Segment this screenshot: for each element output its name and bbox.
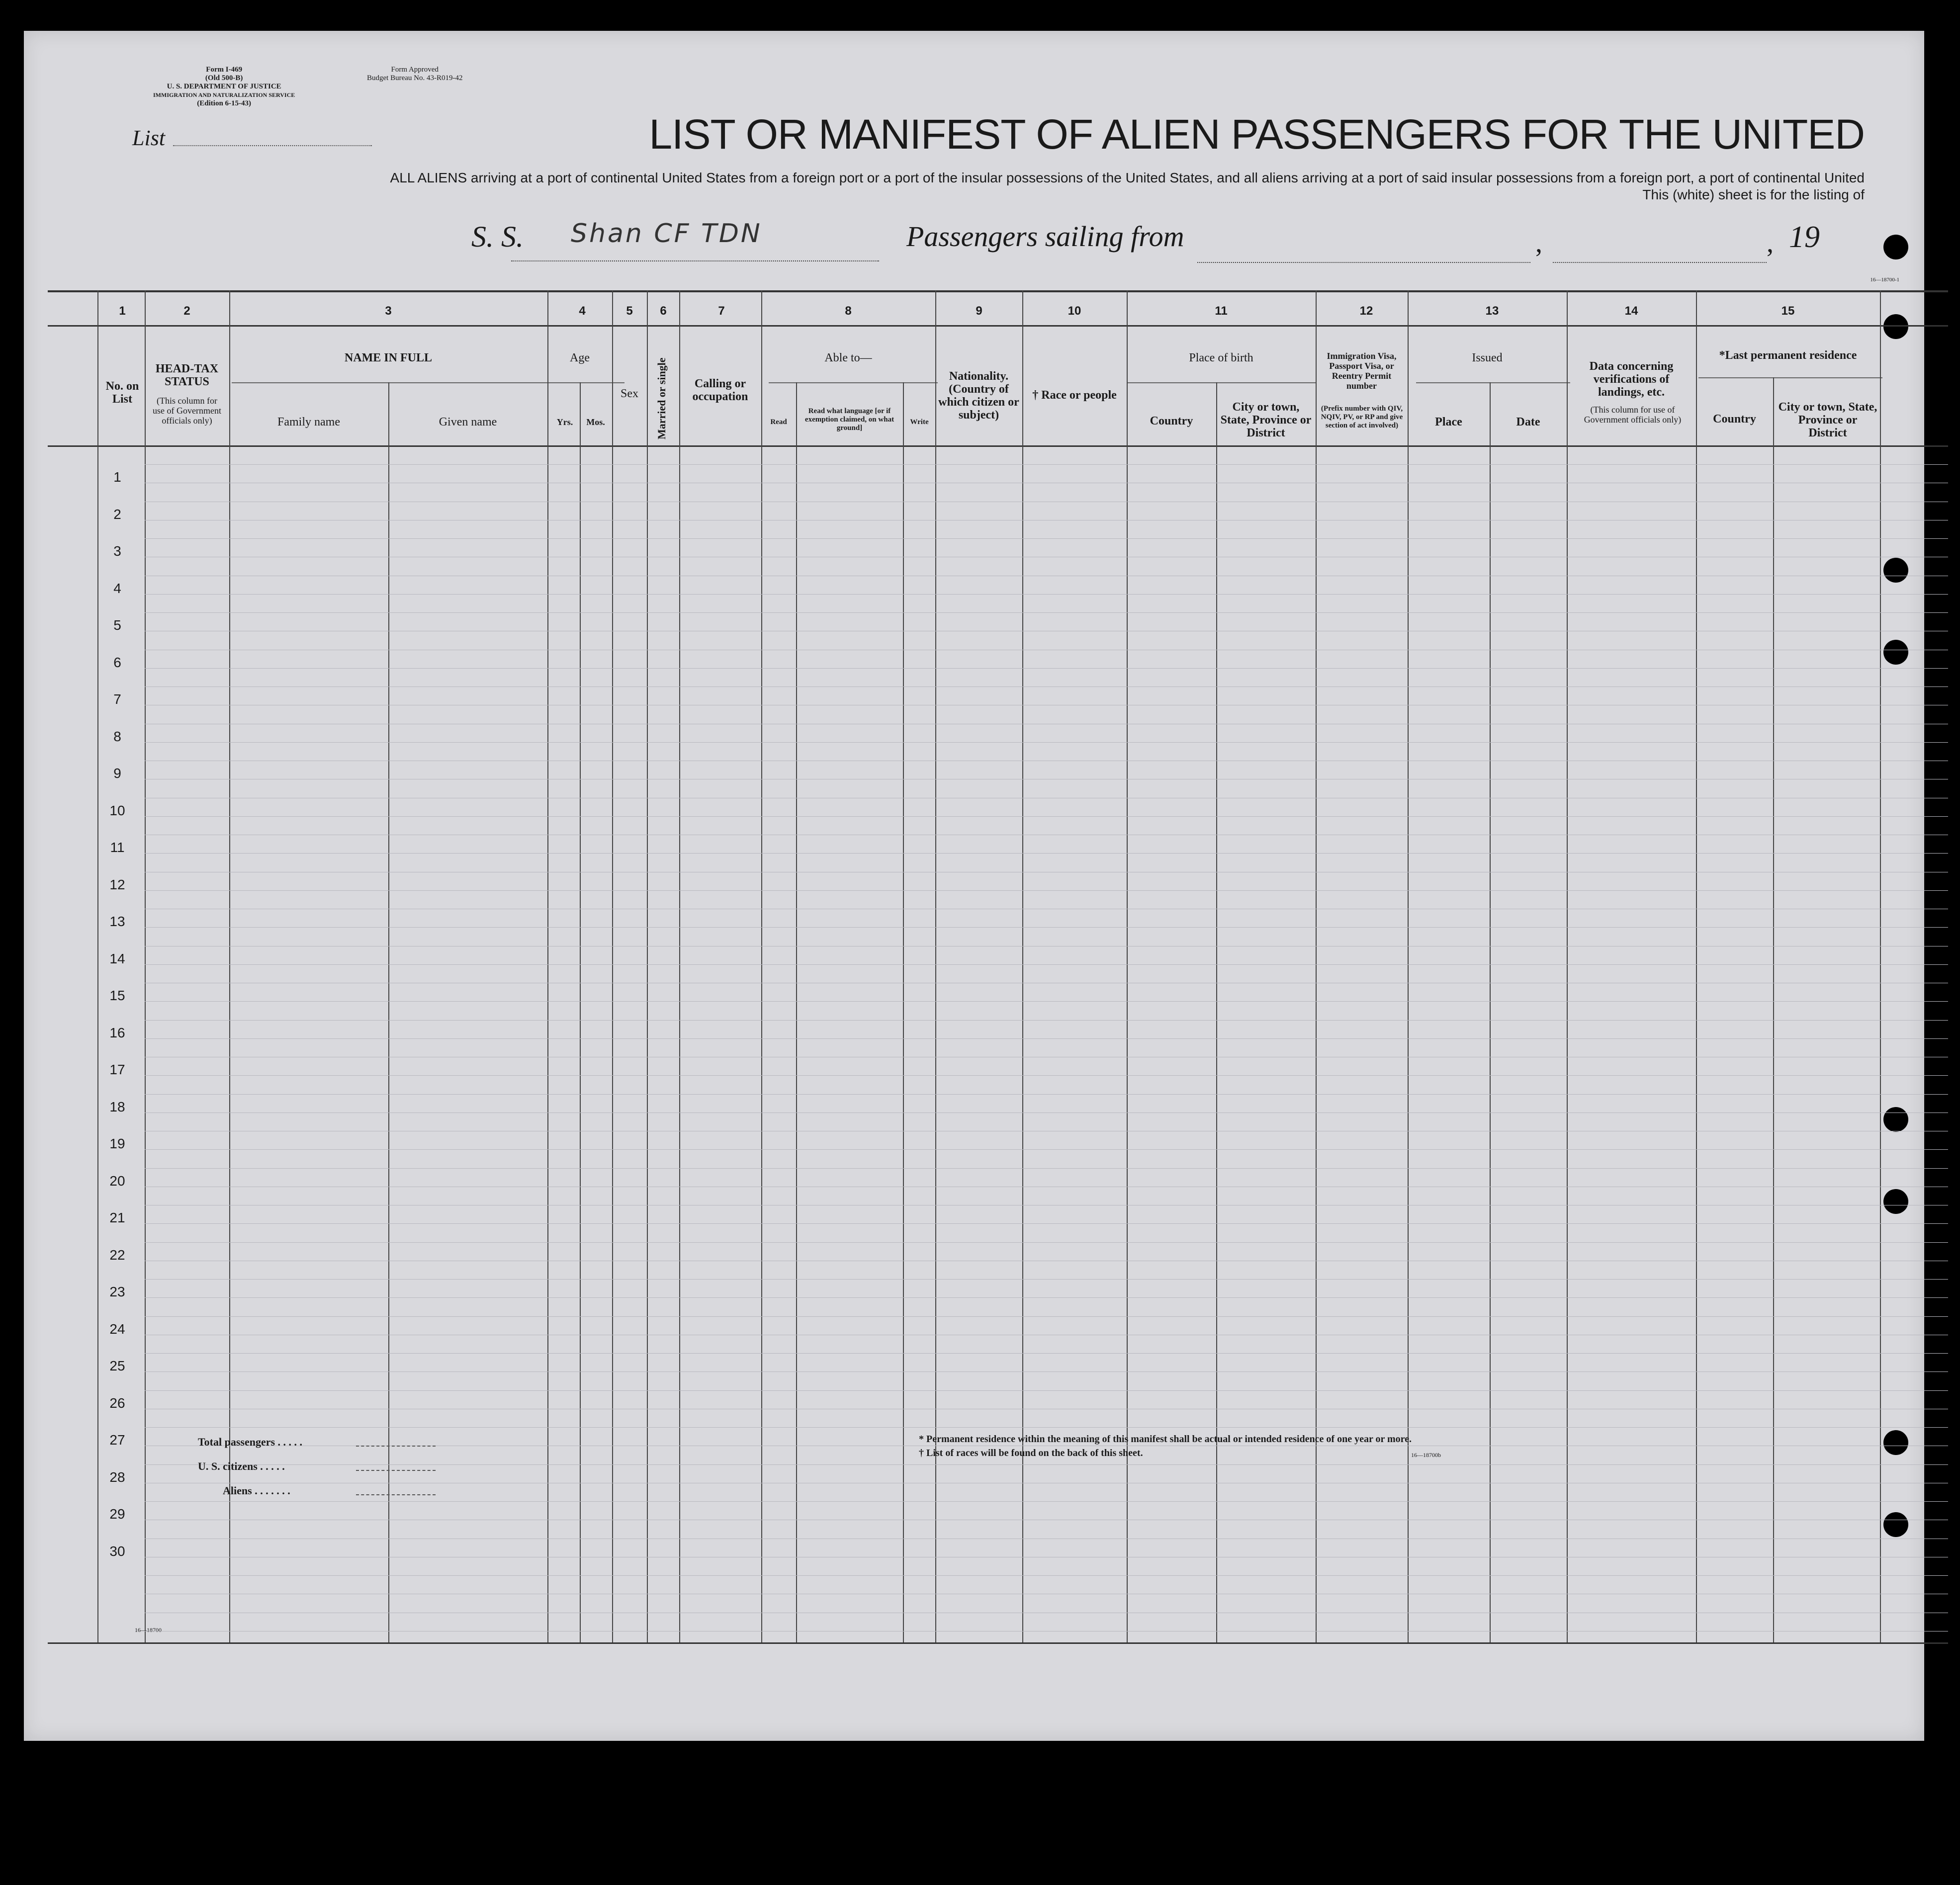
us-citizens-label: U. S. citizens . . . . .: [198, 1460, 285, 1472]
column-divider: [903, 382, 904, 1642]
aliens-field[interactable]: [356, 1494, 436, 1495]
punch-hole: [1883, 235, 1908, 259]
row-rule: [145, 1020, 1948, 1021]
header-pob-country: Country: [1150, 415, 1193, 428]
subheader-rule: [1416, 382, 1570, 383]
row-number: 6: [113, 654, 121, 670]
row-number: 13: [109, 914, 125, 929]
approval-line: Form Approved: [391, 66, 439, 74]
manifest-sheet: [24, 31, 1924, 1741]
row-number: 26: [109, 1395, 125, 1411]
page-title: LIST OR MANIFEST OF ALIEN PASSENGERS FOR THE UNITED: [649, 111, 1865, 158]
row-number: 28: [109, 1469, 125, 1485]
row-rule: [145, 1223, 1948, 1224]
row-number: 25: [109, 1358, 125, 1373]
column-number: 9: [976, 304, 982, 318]
form-old-number: (Old 500-B): [205, 74, 243, 82]
column-divider: [761, 290, 762, 1642]
column-divider: [647, 290, 648, 1642]
row-rule: [145, 1427, 1948, 1428]
header-last-residence: *Last permanent residence: [1719, 349, 1857, 362]
row-rule: [145, 538, 1948, 539]
subheader-rule: [769, 382, 938, 383]
row-number: 18: [109, 1099, 125, 1114]
us-citizens-field[interactable]: [356, 1470, 436, 1471]
form-identifier: [153, 66, 295, 108]
header-name-in-full: NAME IN FULL: [344, 351, 432, 364]
column-number-divider: [48, 325, 1948, 327]
header-pob-city: City or town, State, Province or District: [1220, 401, 1312, 439]
row-number: 21: [109, 1210, 125, 1225]
row-rule: [145, 612, 1948, 613]
header-write: Write: [910, 418, 929, 426]
column-divider: [1773, 377, 1774, 1642]
row-number: 11: [110, 840, 125, 855]
column-number: 5: [626, 304, 633, 318]
row-number: 4: [113, 580, 121, 596]
header-race: † Race or people: [1032, 389, 1117, 402]
row-rule: [145, 742, 1948, 743]
budget-bureau-number: Budget Bureau No. 43-R019-42: [367, 74, 463, 82]
form-number: Form I-469: [206, 66, 243, 74]
header-issued-date: Date: [1516, 416, 1540, 428]
row-rule: [145, 1242, 1948, 1243]
printer-code: 16—18700b: [1411, 1452, 1441, 1458]
header-visa: Immigration Visa, Passport Visa, or Reentry Permit number: [1327, 351, 1397, 391]
header-married-or-single: Married or single: [655, 357, 668, 439]
column-divider: [1490, 382, 1491, 1642]
comma: ,: [1535, 228, 1542, 258]
subheader-rule: [232, 382, 555, 383]
row-number: 2: [113, 506, 121, 522]
column-number: 11: [1215, 304, 1228, 318]
row-number: 9: [113, 766, 121, 781]
column-divider: [612, 290, 613, 1642]
subheader-rule: [1128, 382, 1317, 383]
column-divider: [1216, 382, 1217, 1642]
column-number: 14: [1624, 304, 1638, 318]
header-place-of-birth: Place of birth: [1189, 351, 1253, 364]
column-divider: [1880, 290, 1881, 1642]
list-label: List: [132, 126, 166, 150]
row-rule: [145, 964, 1948, 965]
row-number: 12: [109, 876, 125, 892]
row-rule: [145, 1390, 1948, 1391]
column-divider: [1696, 290, 1697, 1642]
row-rule: [145, 816, 1948, 817]
sailing-from-label: Passengers sailing from: [906, 220, 1184, 253]
header-mos: Mos.: [586, 417, 605, 427]
column-divider: [679, 290, 680, 1642]
column-divider: [145, 290, 146, 1642]
column-number: 13: [1485, 304, 1499, 318]
footnote-permanent-residence: * Permanent residence within the meaning of this manifest shall be actual or intended residence of one year or more.: [919, 1434, 1412, 1445]
header-sex: Sex: [621, 387, 638, 400]
header-able-to: Able to—: [824, 351, 872, 364]
row-number: 30: [109, 1543, 125, 1559]
total-passengers-label: Total passengers . . . . .: [198, 1436, 303, 1448]
column-number: 10: [1068, 304, 1081, 318]
subtitle-line-2: This (white) sheet is for the listing of: [1642, 187, 1865, 202]
column-number: 12: [1359, 304, 1373, 318]
row-rule: [145, 1464, 1948, 1465]
subtitle-line-1: ALL ALIENS arriving at a port of continental United States from a foreign port or a port of the insular possessions of the United States, and all aliens arriving at a port of said insular possessions from a foreign port, a port of continental United: [390, 170, 1865, 185]
header-issued-place: Place: [1435, 416, 1462, 428]
row-number: 29: [109, 1506, 125, 1522]
column-number: 3: [385, 304, 392, 318]
row-number: 1: [113, 469, 121, 485]
vessel-name-handwritten[interactable]: Shan CF TDN: [571, 219, 762, 249]
header-age: Age: [570, 351, 590, 364]
row-rule: [145, 1075, 1948, 1076]
row-number: 20: [109, 1173, 125, 1189]
header-given-name: Given name: [439, 416, 497, 428]
column-number: 7: [718, 304, 725, 318]
sailing-date-field[interactable]: [1553, 262, 1767, 263]
header-visa-note: (Prefix number with QIV, NQIV, PV, or RP and give section of act involved): [1321, 405, 1403, 429]
column-divider: [1567, 290, 1568, 1642]
header-issued: Issued: [1472, 351, 1503, 364]
row-rule: [145, 1094, 1948, 1095]
row-rule: [145, 464, 1948, 465]
row-number: 27: [109, 1432, 125, 1448]
header-nationality: Nationality. (Country of which citizen or subject): [938, 370, 1019, 422]
row-rule: [145, 1501, 1948, 1502]
table-top-border: [48, 290, 1948, 292]
row-number: 23: [109, 1284, 125, 1299]
subheader-rule: [1698, 377, 1882, 378]
column-number: 1: [119, 304, 126, 318]
sailing-port-field[interactable]: [1197, 262, 1530, 263]
subheader-rule: [555, 382, 624, 383]
row-number: 10: [109, 802, 125, 818]
row-number: 7: [113, 691, 121, 707]
row-number: 3: [113, 543, 121, 559]
row-rule: [145, 1353, 1948, 1354]
row-rule: [145, 1149, 1948, 1150]
table-bottom-border: [48, 1642, 1948, 1644]
header-data-concerning: Data concerning verifications of landings, etc.: [1589, 360, 1674, 399]
service-name: IMMIGRATION AND NATURALIZATION SERVICE: [153, 91, 295, 98]
header-lr-country: Country: [1713, 413, 1756, 426]
column-divider: [547, 290, 548, 1642]
header-read: Read: [770, 418, 787, 426]
comma: ,: [1767, 228, 1774, 258]
header-bottom-border: [48, 445, 1948, 447]
row-rule: [145, 1575, 1948, 1576]
row-number: 5: [113, 617, 121, 633]
column-number: 8: [845, 304, 852, 318]
row-rule: [145, 1168, 1948, 1169]
column-number: 15: [1781, 304, 1795, 318]
vessel-name-line: [511, 260, 879, 261]
row-number: 17: [109, 1062, 125, 1077]
form-edition: (Edition 6-15-43): [197, 99, 252, 107]
row-rule: [145, 1316, 1948, 1317]
row-rule: [145, 1001, 1948, 1002]
row-rule: [145, 1279, 1948, 1280]
row-number: 19: [109, 1136, 125, 1151]
header-head-tax: HEAD-TAX STATUS: [155, 362, 219, 388]
row-rule: [145, 1038, 1948, 1039]
row-rule: [145, 927, 1948, 928]
header-family-name: Family name: [277, 416, 340, 428]
header-head-tax-note: (This column for use of Government officials only): [153, 396, 221, 426]
column-number: 4: [579, 304, 586, 318]
row-rule: [145, 1371, 1948, 1372]
row-rule: [145, 853, 1948, 854]
header-yrs: Yrs.: [556, 417, 573, 427]
column-number: 6: [660, 304, 667, 318]
row-rule: [145, 594, 1948, 595]
header-read-language: Read what language [or if exemption claimed, on what ground]: [804, 407, 894, 432]
column-divider: [388, 382, 389, 1642]
list-number-field[interactable]: [173, 145, 372, 146]
column-divider: [796, 382, 797, 1642]
row-number: 14: [109, 950, 125, 966]
row-rule: [145, 668, 1948, 669]
column-number: 2: [183, 304, 190, 318]
row-number: 16: [109, 1025, 125, 1040]
row-number: 24: [109, 1321, 125, 1337]
row-number: 15: [109, 988, 125, 1003]
header-calling: Calling or occupation: [692, 377, 748, 403]
year-prefix: 19: [1789, 220, 1820, 254]
header-lr-city: City or town, State, Province or District: [1778, 401, 1877, 439]
row-rule: [145, 890, 1948, 891]
form-approval: [367, 66, 462, 83]
printer-code: 16—18700-1: [1870, 277, 1899, 283]
row-rule: [145, 1297, 1948, 1298]
column-divider: [580, 382, 581, 1642]
header-no-on-list: No. on List: [105, 380, 139, 406]
printer-code: 16—18700: [135, 1627, 162, 1633]
row-number: 22: [109, 1247, 125, 1263]
header-data-note: (This column for use of Government officials only): [1584, 405, 1682, 425]
department-name: U. S. DEPARTMENT OF JUSTICE: [167, 83, 281, 90]
row-number: 8: [113, 728, 121, 744]
vessel-prefix: S. S.: [471, 220, 524, 253]
aliens-label: Aliens . . . . . . .: [223, 1484, 290, 1497]
footnote-races: † List of races will be found on the back of this sheet.: [919, 1448, 1143, 1458]
total-passengers-field[interactable]: [356, 1446, 436, 1447]
row-rule: [145, 686, 1948, 687]
